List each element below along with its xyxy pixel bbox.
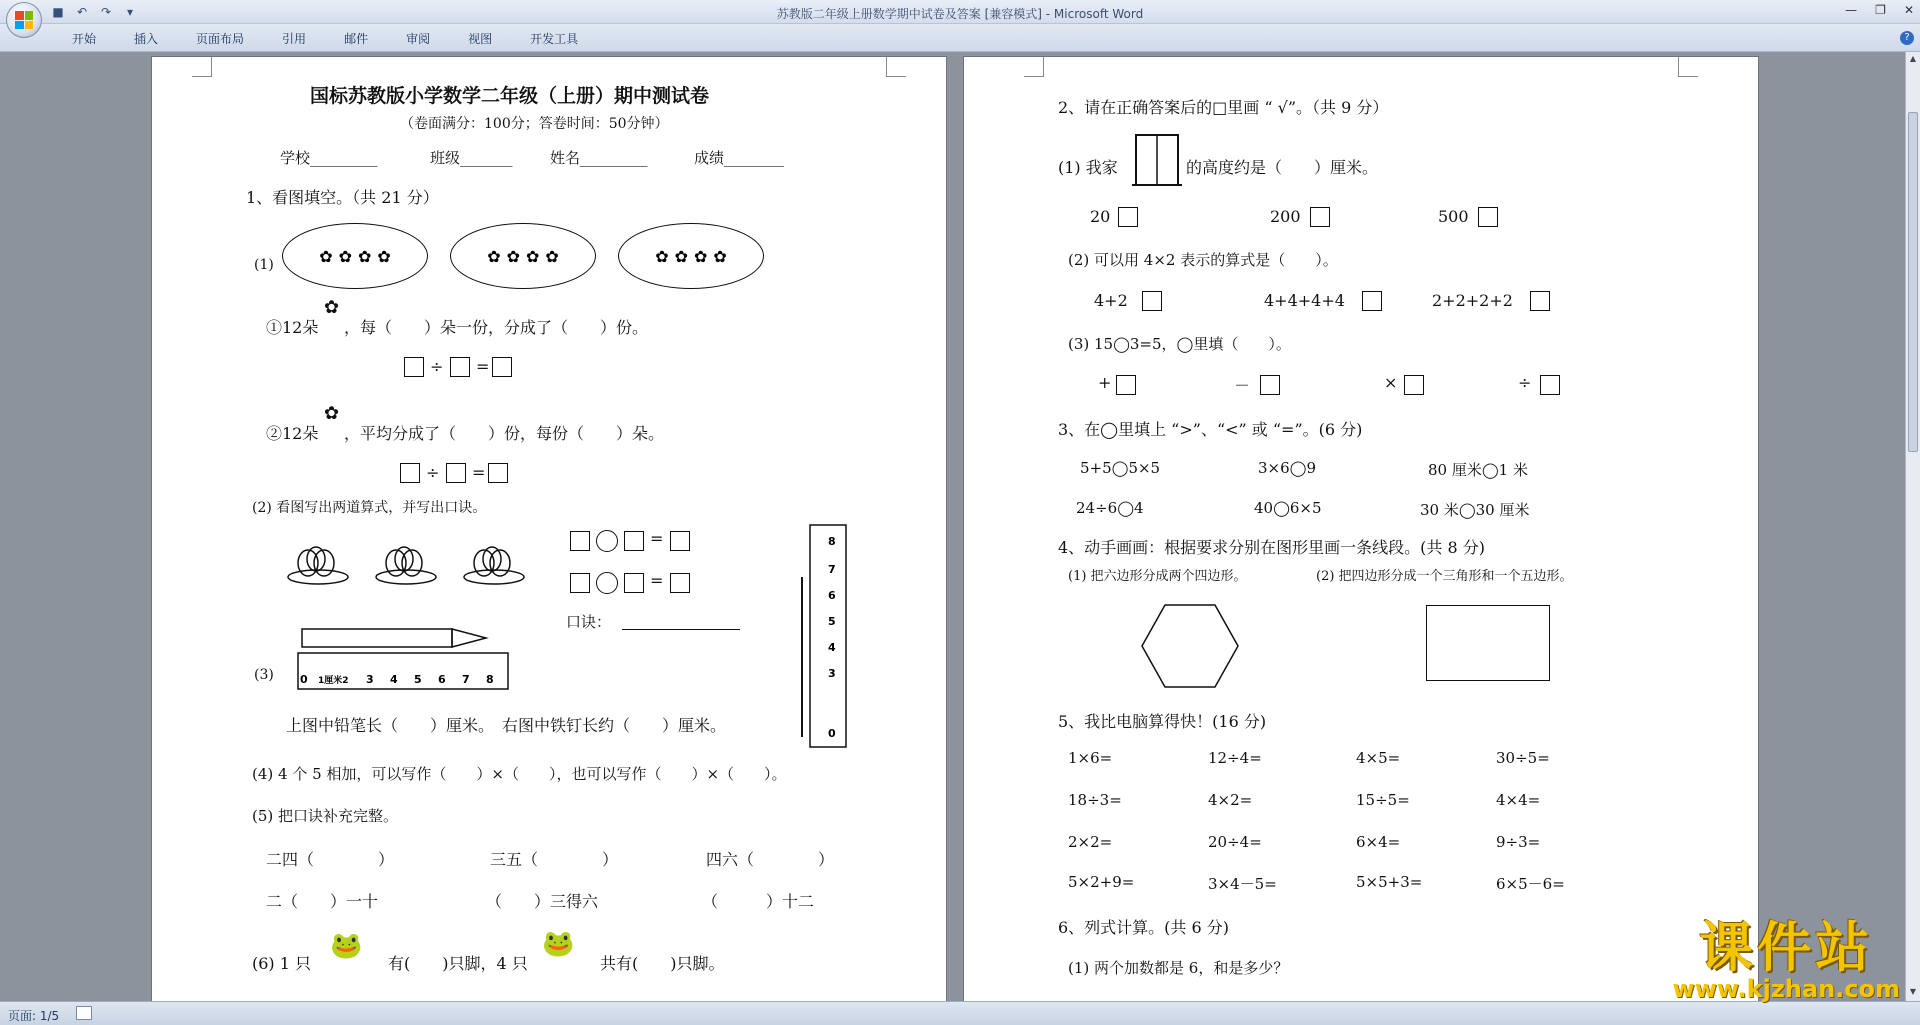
question-4-2: (2) 把四边形分成一个三角形和一个五边形。 (1316, 569, 1573, 584)
answer-box[interactable] (670, 531, 690, 551)
flower-icon: ✿ (324, 403, 340, 424)
calc-item: 6×4= (1356, 833, 1401, 851)
option-label: + (1098, 373, 1112, 392)
maximize-icon[interactable]: ❐ (1875, 3, 1886, 17)
svg-text:6: 6 (438, 673, 446, 686)
calc-item: 4×5= (1356, 749, 1401, 767)
calc-item: 5×2+9= (1068, 873, 1135, 891)
checkbox[interactable] (1404, 375, 1424, 395)
svg-text:0: 0 (828, 727, 836, 740)
calc-item: 20÷4= (1208, 833, 1262, 851)
question-1-6-middle: 有( )只脚，4 只 (388, 954, 528, 973)
tab-review[interactable]: 审阅 (406, 32, 431, 46)
calc-item: 6×5－6= (1496, 875, 1565, 893)
compare-item: 5+5◯5×5 (1080, 459, 1161, 477)
question-1-3-label: (3) (254, 667, 274, 683)
tab-references[interactable]: 引用 (282, 32, 307, 46)
tab-home[interactable]: 开始 (72, 32, 97, 46)
question-2-heading: 2、请在正确答案后的□里画 “ √”。（共 9 分） (1058, 98, 1389, 117)
question-4-1: (1) 把六边形分成两个四边形。 (1068, 569, 1247, 584)
question-1b-text: ，平均分成了（ ）份，每份（ ）朵。 (344, 424, 665, 443)
equals-sign: = (650, 571, 664, 590)
flower-icon: ✿ (338, 246, 352, 266)
flower-group (282, 223, 428, 289)
svg-text:7: 7 (828, 563, 836, 576)
checkbox[interactable] (1142, 291, 1162, 311)
name-field: 姓名_________ (550, 149, 648, 167)
margin-mark (1678, 57, 1698, 77)
pencil-icon (302, 629, 486, 647)
koujue-item: （ ）十二 (702, 892, 815, 911)
checkbox[interactable] (1362, 291, 1382, 311)
ribbon (0, 24, 1920, 52)
office-button[interactable] (6, 2, 42, 38)
question-6-1: (1) 两个加数都是 6，和是多少？ (1068, 959, 1289, 977)
tab-developer[interactable]: 开发工具 (530, 32, 579, 46)
svg-text:4: 4 (390, 673, 398, 686)
save-icon[interactable]: ■ (52, 5, 64, 19)
document-page-2[interactable] (963, 56, 1759, 1001)
answer-box[interactable] (492, 357, 512, 377)
rectangle-shape (1426, 605, 1550, 681)
checkbox[interactable] (1260, 375, 1280, 395)
svg-text:4: 4 (828, 641, 836, 654)
equals-sign: = (476, 357, 490, 376)
title-bar (0, 0, 1920, 24)
status-bar (0, 1001, 1920, 1025)
answer-box[interactable] (446, 463, 466, 483)
page-indicator[interactable]: 页面: 1/5 (8, 1009, 60, 1023)
calc-item: 9÷3= (1496, 833, 1541, 851)
pears-illustration (286, 537, 536, 587)
answer-box[interactable] (624, 573, 644, 593)
option-label: 20 (1090, 207, 1111, 226)
question-1-2: (2) 看图写出两道算式，并写出口诀。 (252, 500, 487, 516)
question-1a-text: ，每（ ）朵一份，分成了（ ）份。 (344, 318, 649, 337)
watermark-logo (1672, 916, 1900, 1003)
tab-view[interactable]: 视图 (468, 32, 493, 46)
svg-text:3: 3 (828, 667, 836, 680)
vertical-ruler-icon (810, 525, 846, 747)
question-1-5: (5) 把口诀补充完整。 (252, 807, 399, 825)
question-4-heading: 4、动手画画：根据要求分别在图形里画一条线段。(共 8 分) (1058, 538, 1486, 557)
flower-icon: ✿ (358, 246, 372, 266)
option-label: 4+4+4+4 (1264, 291, 1345, 310)
compare-item: 40◯6×5 (1254, 499, 1322, 517)
flower-group (618, 223, 764, 289)
compare-item: 30 米◯30 厘米 (1420, 501, 1530, 519)
option-label: 2+2+2+2 (1432, 291, 1513, 310)
flower-icon: ✿ (545, 246, 559, 266)
exam-subtitle: （卷面满分：100分；答卷时间：50分钟） (400, 116, 669, 132)
calc-item: 1×6= (1068, 749, 1113, 767)
answer-circle[interactable] (596, 530, 618, 552)
calc-item: 12÷4= (1208, 749, 1262, 767)
school-field: 学校_________ (280, 149, 378, 167)
tab-page-layout[interactable]: 页面布局 (196, 32, 245, 46)
question-1-3-text: 上图中铅笔长（ ）厘米。 右图中铁钉长约（ ）厘米。 (286, 716, 727, 735)
pear-plate (288, 547, 348, 584)
score-field: 成绩________ (694, 149, 785, 167)
question-1-6-suffix: 共有( )只脚。 (600, 954, 725, 973)
question-3-heading: 3、在◯里填上 “>”、“<” 或 “=”。(6 分) (1058, 420, 1363, 439)
watermark-main: 课件站 (1699, 916, 1874, 979)
margin-mark (1024, 57, 1044, 77)
option-label: ÷ (1518, 373, 1532, 392)
svg-text:8: 8 (828, 535, 836, 548)
checkbox[interactable] (1478, 207, 1498, 227)
compare-item: 24÷6◯4 (1076, 499, 1144, 517)
ruler-ticks (300, 673, 494, 686)
vertical-ruler-illustration (792, 517, 852, 753)
undo-icon[interactable]: ↶ (76, 5, 88, 19)
flower-icon: ✿ (506, 246, 520, 266)
divide-sign: ÷ (426, 463, 440, 482)
flower-icon: ✿ (487, 246, 501, 266)
option-label: 200 (1270, 207, 1301, 226)
calc-item: 15÷5= (1356, 791, 1410, 809)
compare-item: 80 厘米◯1 米 (1428, 461, 1528, 479)
question-1-heading: 1、看图填空。（共 21 分） (246, 188, 439, 207)
question-2-1-prefix: (1) 我家 (1058, 158, 1118, 177)
calc-item: 4×2= (1208, 791, 1253, 809)
checkbox[interactable] (1530, 291, 1550, 311)
svg-text:3: 3 (366, 673, 374, 686)
svg-text:5: 5 (828, 615, 836, 628)
pear-plate (376, 547, 436, 584)
vertical-scrollbar[interactable] (1905, 52, 1920, 1001)
svg-text:0: 0 (300, 673, 308, 686)
question-1-6-prefix: (6) 1 只 (252, 954, 312, 973)
question-2-1-text: 的高度约是（ ）厘米。 (1186, 158, 1379, 177)
flower-icon: ✿ (713, 246, 727, 266)
koujue-item: 二四（ ） (266, 850, 395, 869)
frog-icon: 🐸 (542, 929, 575, 959)
calc-item: 3×4－5= (1208, 875, 1277, 893)
koujue-item: 三五（ ） (490, 850, 619, 869)
flower-icon: ✿ (324, 297, 340, 318)
calc-item: 5×5+3= (1356, 873, 1423, 891)
flower-icon: ✿ (655, 246, 669, 266)
question-5-heading: 5、我比电脑算得快！(16 分) (1058, 712, 1267, 731)
flower-icon: ✿ (694, 246, 708, 266)
svg-text:6: 6 (828, 589, 836, 602)
option-label: － (1234, 376, 1251, 395)
option-label: × (1384, 373, 1398, 392)
scroll-down-icon[interactable]: ▼ (1909, 987, 1917, 996)
margin-mark (192, 57, 212, 77)
tab-insert[interactable]: 插入 (134, 32, 159, 46)
svg-text:5: 5 (414, 673, 422, 686)
office-logo-icon (15, 11, 33, 29)
checkbox[interactable] (1540, 375, 1560, 395)
koujue-label: 口诀： (566, 613, 612, 631)
window-title: 苏教版二年级上册数学期中试卷及答案 [兼容模式] - Microsoft Word (776, 7, 1144, 21)
question-1a-prefix: ①12朵 (266, 318, 319, 337)
checkbox[interactable] (1116, 375, 1136, 395)
equals-sign: = (472, 463, 486, 482)
koujue-item: 四六（ ） (706, 850, 835, 869)
document-page-1[interactable] (151, 56, 947, 1001)
answer-box[interactable] (570, 531, 590, 551)
proofing-icon[interactable] (76, 1006, 92, 1020)
answer-box[interactable] (400, 463, 420, 483)
question-2-2: (2) 可以用 4×2 表示的算式是（ ）。 (1068, 251, 1338, 269)
door-icon (1132, 133, 1182, 189)
svg-text:7: 7 (462, 673, 470, 686)
window-controls (1845, 3, 1914, 17)
question-2-3: (3) 15◯3=5，◯里填（ ）。 (1068, 335, 1291, 353)
flower-icon: ✿ (526, 246, 540, 266)
vertical-ruler-ticks (828, 535, 836, 740)
calc-item: 4×4= (1496, 791, 1541, 809)
answer-box[interactable] (488, 463, 508, 483)
margin-mark (886, 57, 906, 77)
compare-item: 3×6◯9 (1258, 459, 1316, 477)
calc-item: 18÷3= (1068, 791, 1122, 809)
calc-item: 30÷5= (1496, 749, 1550, 767)
frog-icon: 🐸 (330, 931, 363, 961)
document-area (0, 52, 1905, 1001)
tab-mailings[interactable]: 邮件 (344, 32, 369, 46)
koujue-item: 二（ ）一十 (266, 892, 379, 911)
exam-title: 国标苏教版小学数学二年级（上册）期中测试卷 (310, 85, 710, 107)
koujue-line (622, 629, 740, 630)
answer-circle[interactable] (596, 572, 618, 594)
question-1-4: (4) 4 个 5 相加，可以写作（ ）×（ ），也可以写作（ ）×（ ）。 (252, 765, 787, 783)
flower-icon: ✿ (319, 246, 333, 266)
question-6-heading: 6、列式计算。(共 6 分) (1058, 918, 1230, 937)
svg-text:8: 8 (486, 673, 494, 686)
scroll-up-icon[interactable]: ▲ (1909, 54, 1917, 63)
question-1b-prefix: ②12朵 (266, 424, 319, 443)
flower-icon: ✿ (674, 246, 688, 266)
flower-group (450, 223, 596, 289)
answer-box[interactable] (404, 357, 424, 377)
hexagon-shape (1140, 603, 1240, 689)
calc-item: 2×2= (1068, 833, 1113, 851)
svg-text:1厘米2: 1厘米2 (318, 676, 349, 686)
flower-icon: ✿ (377, 246, 391, 266)
option-label: 500 (1438, 207, 1469, 226)
pear-plate (464, 547, 524, 584)
help-icon[interactable]: ? (1900, 31, 1914, 45)
koujue-item: （ ）三得六 (486, 892, 599, 911)
answer-box[interactable] (624, 531, 644, 551)
option-label: 4+2 (1094, 291, 1128, 310)
customize-qat-icon[interactable]: ▾ (126, 5, 134, 19)
pencil-ruler-illustration (296, 617, 516, 701)
divide-sign: ÷ (430, 357, 444, 376)
minimize-icon[interactable]: — (1845, 3, 1858, 17)
checkbox[interactable] (1310, 207, 1330, 227)
redo-icon[interactable]: ↷ (100, 5, 112, 19)
answer-box[interactable] (450, 357, 470, 377)
answer-box[interactable] (570, 573, 590, 593)
close-icon[interactable]: ✕ (1903, 3, 1914, 17)
equals-sign: = (650, 529, 664, 548)
answer-box[interactable] (670, 573, 690, 593)
scrollbar-thumb[interactable] (1908, 112, 1918, 452)
ribbon-tabs (60, 30, 604, 47)
class-field: 班级_______ (430, 149, 513, 167)
checkbox[interactable] (1118, 207, 1138, 227)
watermark-url: www.kjzhan.com (1672, 975, 1900, 1003)
question-1-1-label: (1) (254, 257, 274, 273)
